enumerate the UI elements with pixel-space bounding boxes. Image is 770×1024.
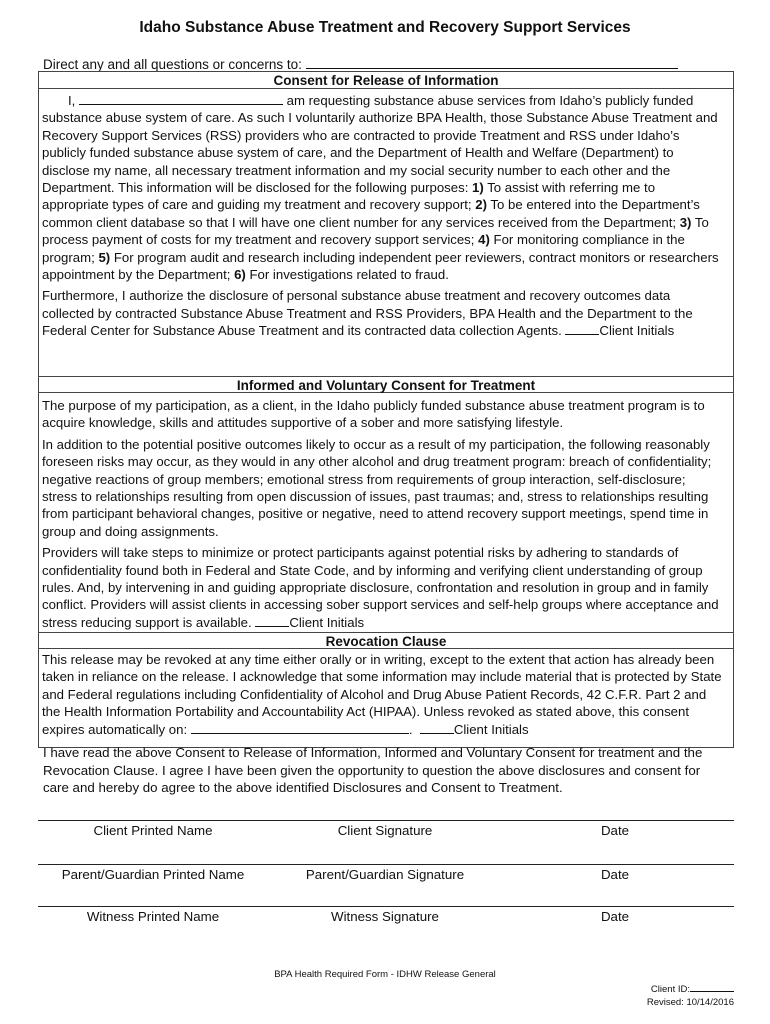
direct-questions-label: Direct any and all questions or concerns to: xyxy=(43,57,302,72)
date-label-3: Date xyxy=(600,909,630,924)
consent-para2: Furthermore, I authorize the disclosure of personal substance abuse treatment and recovery outcomes data collected by contracted Substance Abuse Treatment and RSS Providers, BPA Health and the Department to the Federal Center for Substance Abuse Treatment and its contracted data collection Agents. xyxy=(42,288,693,339)
informed-consent-body xyxy=(42,397,723,635)
purpose-5-num: 5) xyxy=(98,249,111,265)
signature-line-client[interactable] xyxy=(38,820,734,821)
purpose-1-text: To assist with referring me to appropriate types of care and guiding my treatment and recovery support; xyxy=(42,180,656,213)
client-name-blank[interactable] xyxy=(79,93,283,105)
purpose-6-num: 6) xyxy=(234,267,246,283)
client-initials-label-3: Client Initials xyxy=(453,721,529,737)
client-printed-name-label: Client Printed Name xyxy=(93,823,213,838)
informed-consent-header: Informed and Voluntary Consent for Treatment xyxy=(39,376,733,393)
form-footer: BPA Health Required Form - IDHW Release General xyxy=(274,969,496,980)
i-label: I, xyxy=(68,93,76,108)
witness-printed-name-label: Witness Printed Name xyxy=(86,909,220,924)
consent-para1: am requesting substance abuse services from Idaho’s publicly funded substance abuse system of care. As such I voluntarily authorize BPA Health, those Substance Abuse Treatment and Recovery Support Services (RSS) providers who are contracted to provide Treatment and RSS under Idaho’s publicly funded substance abuse system of care, and the Department of Health and Welfare (Department) to disclose my name, all necessary treatment information and my social security number to each other and the Department. This information will be disclosed for the following purposes: xyxy=(42,93,718,196)
form-frame xyxy=(38,71,734,748)
client-id-blank[interactable] xyxy=(690,982,734,992)
client-initials-label-2: Client Initials xyxy=(289,614,365,630)
purpose-3-text: To process payment of costs for my treatment and recovery support services; xyxy=(42,214,709,248)
signature-line-witness[interactable] xyxy=(38,906,734,907)
client-id-label: Client ID: xyxy=(650,984,690,995)
purpose-2-text: To be entered into the Department’s common client database so that I will have one client number for any services received from the Department; xyxy=(42,197,700,230)
purpose-4-text: For monitoring compliance in the program; xyxy=(42,232,685,265)
purpose-5-text: For program audit and research including independent peer reviewers, contract monitors or researchers appointment by the Department; xyxy=(42,249,719,283)
purpose-3-num: 3) xyxy=(679,214,692,230)
acknowledgement-text: I have read the above Consent to Release of Information, Informed and Voluntary Consent for treatment and the Revocation Clause. I agree I have been given the opportunity to question the above disclosures and consent for care and hereby do agree to the above identified Disclosures and Consent to Treatment. xyxy=(43,745,703,795)
contact-blank-field[interactable] xyxy=(306,56,678,69)
expiration-date-blank[interactable] xyxy=(191,722,409,734)
client-initials-blank-2[interactable] xyxy=(255,615,289,627)
revised-date: Revised: 10/14/2016 xyxy=(646,997,734,1008)
witness-signature-label: Witness Signature xyxy=(331,909,439,924)
revocation-header: Revocation Clause xyxy=(39,632,733,649)
purpose-1-num: 1) xyxy=(472,180,484,196)
parent-printed-name-label: Parent/Guardian Printed Name xyxy=(61,867,245,882)
purpose-2-num: 2) xyxy=(475,197,487,213)
direct-questions-line xyxy=(43,56,678,72)
informed-para1: The purpose of my participation, as a client, in the Idaho publicly funded substance abuse treatment program is to acquire knowledge, skills and attitudes supportive of a sober and more satisfying lifestyle. xyxy=(42,398,705,431)
date-label-1: Date xyxy=(600,823,630,838)
informed-para3: Providers will take steps to minimize or protect participants against potential risks by adhering to standards of confidentiality found both in Federal and State Code, and by informing and verifying client understanding of group rules. And, by intervening in and guiding appropriate disclosure, confrontation and resolution in group and in family conflict. Providers will assist clients in accessing sober support services and self-help groups where acceptance and stress reducing support is available. xyxy=(42,545,719,630)
purpose-4-num: 4) xyxy=(478,232,490,248)
signature-line-parent[interactable] xyxy=(38,864,734,865)
client-signature-label: Client Signature xyxy=(337,823,433,838)
client-initials-blank-1[interactable] xyxy=(565,323,599,335)
informed-para2: In addition to the potential positive outcomes likely to occur as a result of my participation, the following reasonably foreseen risks may occur, as they would in any other alcohol and drug treatment program: breach of confidentiality; negative reactions of group members; emotional stress from requirements of group interaction, self-disclosure; stress to relationships resulting from open discussion of issues, past traumas; and, stress to relationships resulting from participant behavioral changes, positive or negative, need to attend recovery support meetings, spend time in group and doing assignments. xyxy=(42,436,712,539)
client-initials-label-1: Client Initials xyxy=(599,323,675,339)
revocation-body: This release may be revoked at any time either orally or in writing, except to the extent that action has already been taken in reliance on the release. I acknowledge that some information may include material that is protected by State and Federal regulations including Confidentiality of Alcohol and Drug Abuse Patient Records, 42 C.F.R. Part 2 and the Health Information Portability and Accountability Act (HIPAA). Unless revoked as stated above, this consent expires automatically on: . Client Initials xyxy=(42,652,722,737)
parent-signature-label: Parent/Guardian Signature xyxy=(305,867,465,882)
purpose-6-text: For investigations related to fraud. xyxy=(249,267,449,283)
consent-release-body xyxy=(42,92,723,344)
client-id-block xyxy=(647,982,734,1009)
revocation-para: This release may be revoked at any time either orally or in writing, except to the extent that action has already been taken in reliance on the release. I acknowledge that some information may include material that is protected by State and Federal regulations including Confidentiality of Alcohol and Drug Abuse Patient Records, 42 C.F.R. Part 2 and the Health Information Portability and Accountability Act (HIPAA). Unless revoked as stated above, this consent expires automatically on: xyxy=(42,652,722,737)
page-title: Idaho Substance Abuse Treatment and Recovery Support Services xyxy=(139,19,631,36)
client-initials-blank-3[interactable] xyxy=(420,722,454,734)
date-label-2: Date xyxy=(600,867,630,882)
consent-release-header: Consent for Release of Information xyxy=(39,72,733,89)
